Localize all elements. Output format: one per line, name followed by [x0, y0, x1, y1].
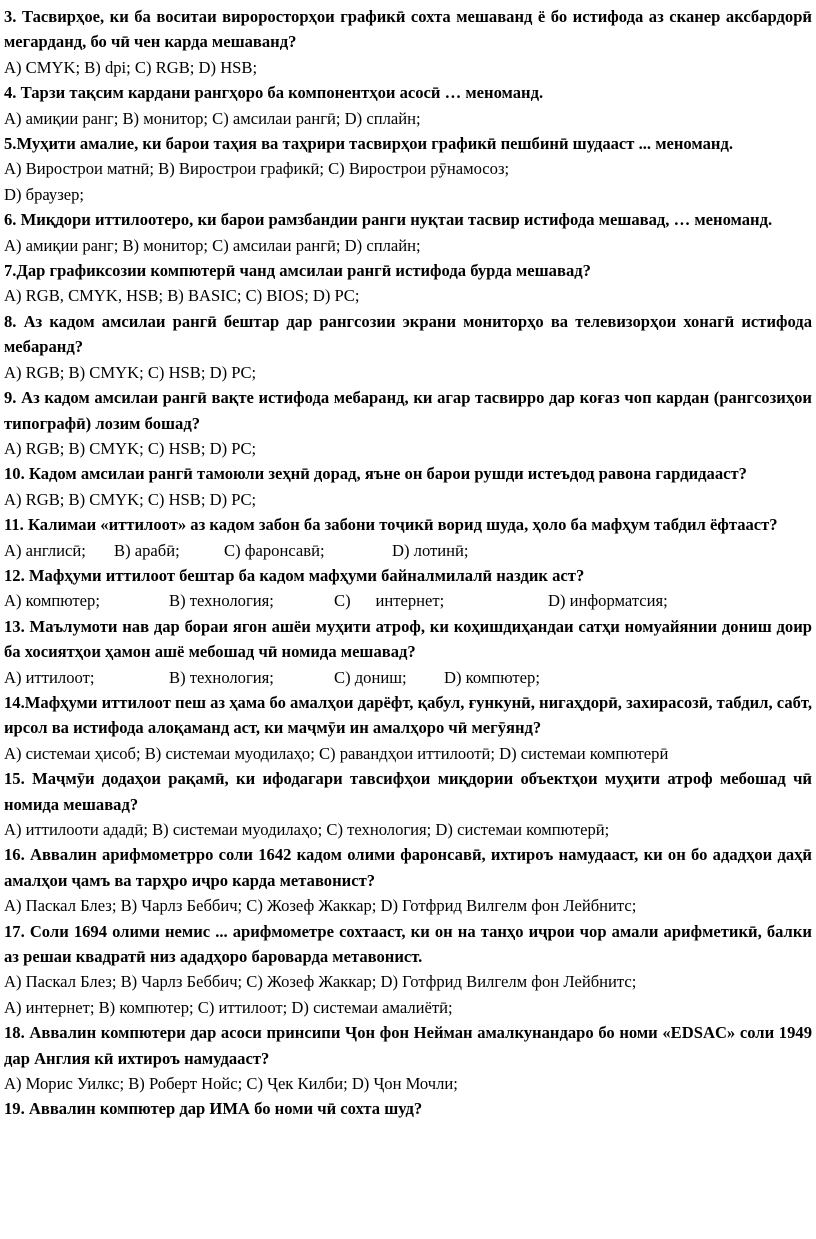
question-18: 18. Аввалин компютери дар асоси принсипи Ҷон фон Нейман амалкунандаро бо номи «EDSAC» соли 1949 дар Англия кӣ ихтироъ намудааст?: [4, 1023, 812, 1068]
question-19: 19. Аввалин компютер дар ИМА бо номи чӣ сохта шуд?: [4, 1099, 423, 1119]
answers-4: A) амиқии ранг; B) монитор; C) амсилаи рангӣ; D) сплайн;: [4, 108, 421, 128]
answers-14: A) системаи ҳисоб; B) системаи муодилаҳо; C) равандҳои иттилоотӣ; D) системаи компютерӣ: [4, 743, 669, 763]
answers-5: A) Вирострои матнӣ; B) Вирострои графикӣ; C) Вирострои рӯнамосоз;: [4, 159, 510, 179]
option-d: D) информатсия;: [548, 591, 668, 611]
question-8: 8. Аз кадом амсилаи рангӣ бештар дар рангсозии экрани мониторҳо ва телевизорҳои хонагӣ истифода мебаранд?: [4, 311, 812, 357]
question-16: 16. Аввалин арифмометрро соли 1642 кадом олими фаронсавӣ, ихтироъ намудааст, ки он бо ададҳои даҳӣ амалҳои ҷамъ ва тарҳро иҷро карда метавонист?: [4, 845, 812, 890]
question-4: 4. Тарзи тақсим кардани рангҳоро ба компонентҳои асосӣ … меноманд.: [4, 83, 544, 103]
answers-7: A) RGB, CMYK, HSB; B) BASIC; C) BIOS; D) PC;: [4, 286, 360, 306]
option-a: A) иттилоот;: [4, 667, 95, 687]
question-5: 5.Муҳити амалие, ки барои таҳия ва таҳрири тасвирҳои графикӣ пешбинӣ шудааст ... меноманд.: [4, 134, 733, 154]
question-12: 12. Мафҳуми иттилоот бештар ба кадом мафҳуми байналмилалӣ наздик аст?: [4, 565, 585, 585]
answers-18: A) Морис Уилкс; B) Роберт Нойс; C) Ҷек Килби; D) Ҷон Мочли;: [4, 1074, 458, 1094]
question-7: 7.Дар графиксозии компютерӣ чанд амсилаи рангӣ истифода бурда мешавад?: [4, 261, 591, 281]
option-b: B) технология;: [169, 667, 274, 687]
answers-17-extra: A) интернет; B) компютер; C) иттилоот; D) системаи амалиётӣ;: [4, 997, 453, 1017]
answers-3: A) CMYK; B) dpi; C) RGB; D) HSB;: [4, 57, 258, 77]
option-d: D) лотинӣ;: [392, 540, 469, 560]
answers-11: [4, 538, 812, 563]
answers-16: A) Паскал Блез; B) Чарлз Беббич; C) Жозеф Жаккар; D) Готфрид Вилгелм фон Лейбнитс;: [4, 896, 637, 916]
option-b: B) технология;: [169, 591, 274, 611]
question-13: 13. Маълумоти нав дар бораи ягон ашёи муҳити атроф, ки коҳишдиҳандаи сатҳи номуайянии дониш доир ба хосиятҳои ҳамон ашё мебошад чӣ номида мешавад?: [4, 616, 812, 662]
question-17: 17. Соли 1694 олими немис ... арифмометре сохтааст, ки он на танҳо иҷрои чор амали арифметикӣ, балки аз решаи квадратӣ низ ададҳоро бароварда метавонист.: [4, 921, 812, 967]
option-a: A) компютер;: [4, 591, 100, 611]
question-15: 15. Маҷмӯи додаҳои рақамӣ, ки ифодагари тавсифҳои миқдории объектҳои муҳити атроф мебошад чӣ номида мешавад?: [4, 769, 812, 814]
answers-15: A) иттилооти ададӣ; B) системаи муодилаҳо; C) технология; D) системаи компютерӣ;: [4, 820, 610, 839]
question-3: 3. Тасвирҳое, ки ба воситаи вироросторҳои графикӣ сохта мешаванд ё бо истифода аз сканер аксбардорӣ мегарданд, бо чӣ чен карда мешаванд?: [4, 7, 812, 52]
question-9: 9. Аз кадом амсилаи рангӣ вақте истифода мебаранд, ки агар тасвирро дар коғаз чоп кардан (рангсозиҳои типографӣ) лозим бошад?: [4, 388, 812, 433]
question-6: 6. Миқдори иттилоотеро, ки барои рамзбандии ранги нуқтаи тасвир истифода мешавад, … меноманд.: [4, 210, 773, 230]
option-d: D) компютер;: [444, 667, 540, 687]
question-11: 11. Калимаи «иттилоот» аз кадом забон ба забони тоҷикӣ ворид шуда, ҳоло ба мафҳум табдил ёфтааст?: [4, 515, 778, 535]
answers-17: A) Паскал Блез; B) Чарлз Беббич; C) Жозеф Жаккар; D) Готфрид Вилгелм фон Лейбнитс;: [4, 972, 637, 992]
option-c: C) дониш;: [334, 667, 407, 687]
question-10: 10. Кадом амсилаи рангӣ тамоюли зеҳнӣ дорад, яъне он барои рушди истеъдод равона гардидааст?: [4, 464, 747, 484]
option-b: B) арабӣ;: [114, 540, 180, 560]
answers-6: A) амиқии ранг; B) монитор; C) амсилаи рангӣ; D) сплайн;: [4, 235, 421, 255]
question-14: 14.Мафҳуми иттилоот пеш аз ҳама бо амалҳои дарёфт, қабул, ғункунӣ, нигаҳдорӣ, захирасозӣ, табдил, сабт, ирсол ва истифода алоқаманд аст, ки маҷмӯи ин амалҳоро чӣ мегӯянд?: [4, 692, 812, 738]
answers-10: A) RGB; B) CMYK; C) HSB; D) PC;: [4, 489, 257, 509]
answers-5-cont: D) браузер;: [4, 184, 85, 204]
answers-13: [4, 665, 812, 690]
option-c: C) фаронсавӣ;: [224, 540, 325, 560]
answers-12: [4, 588, 812, 613]
answers-9: A) RGB; B) CMYK; C) HSB; D) PC;: [4, 438, 257, 458]
option-c: C) интернет;: [334, 591, 445, 611]
option-a: A) англисӣ;: [4, 540, 86, 560]
answers-8: A) RGB; B) CMYK; C) HSB; D) PC;: [4, 362, 257, 382]
